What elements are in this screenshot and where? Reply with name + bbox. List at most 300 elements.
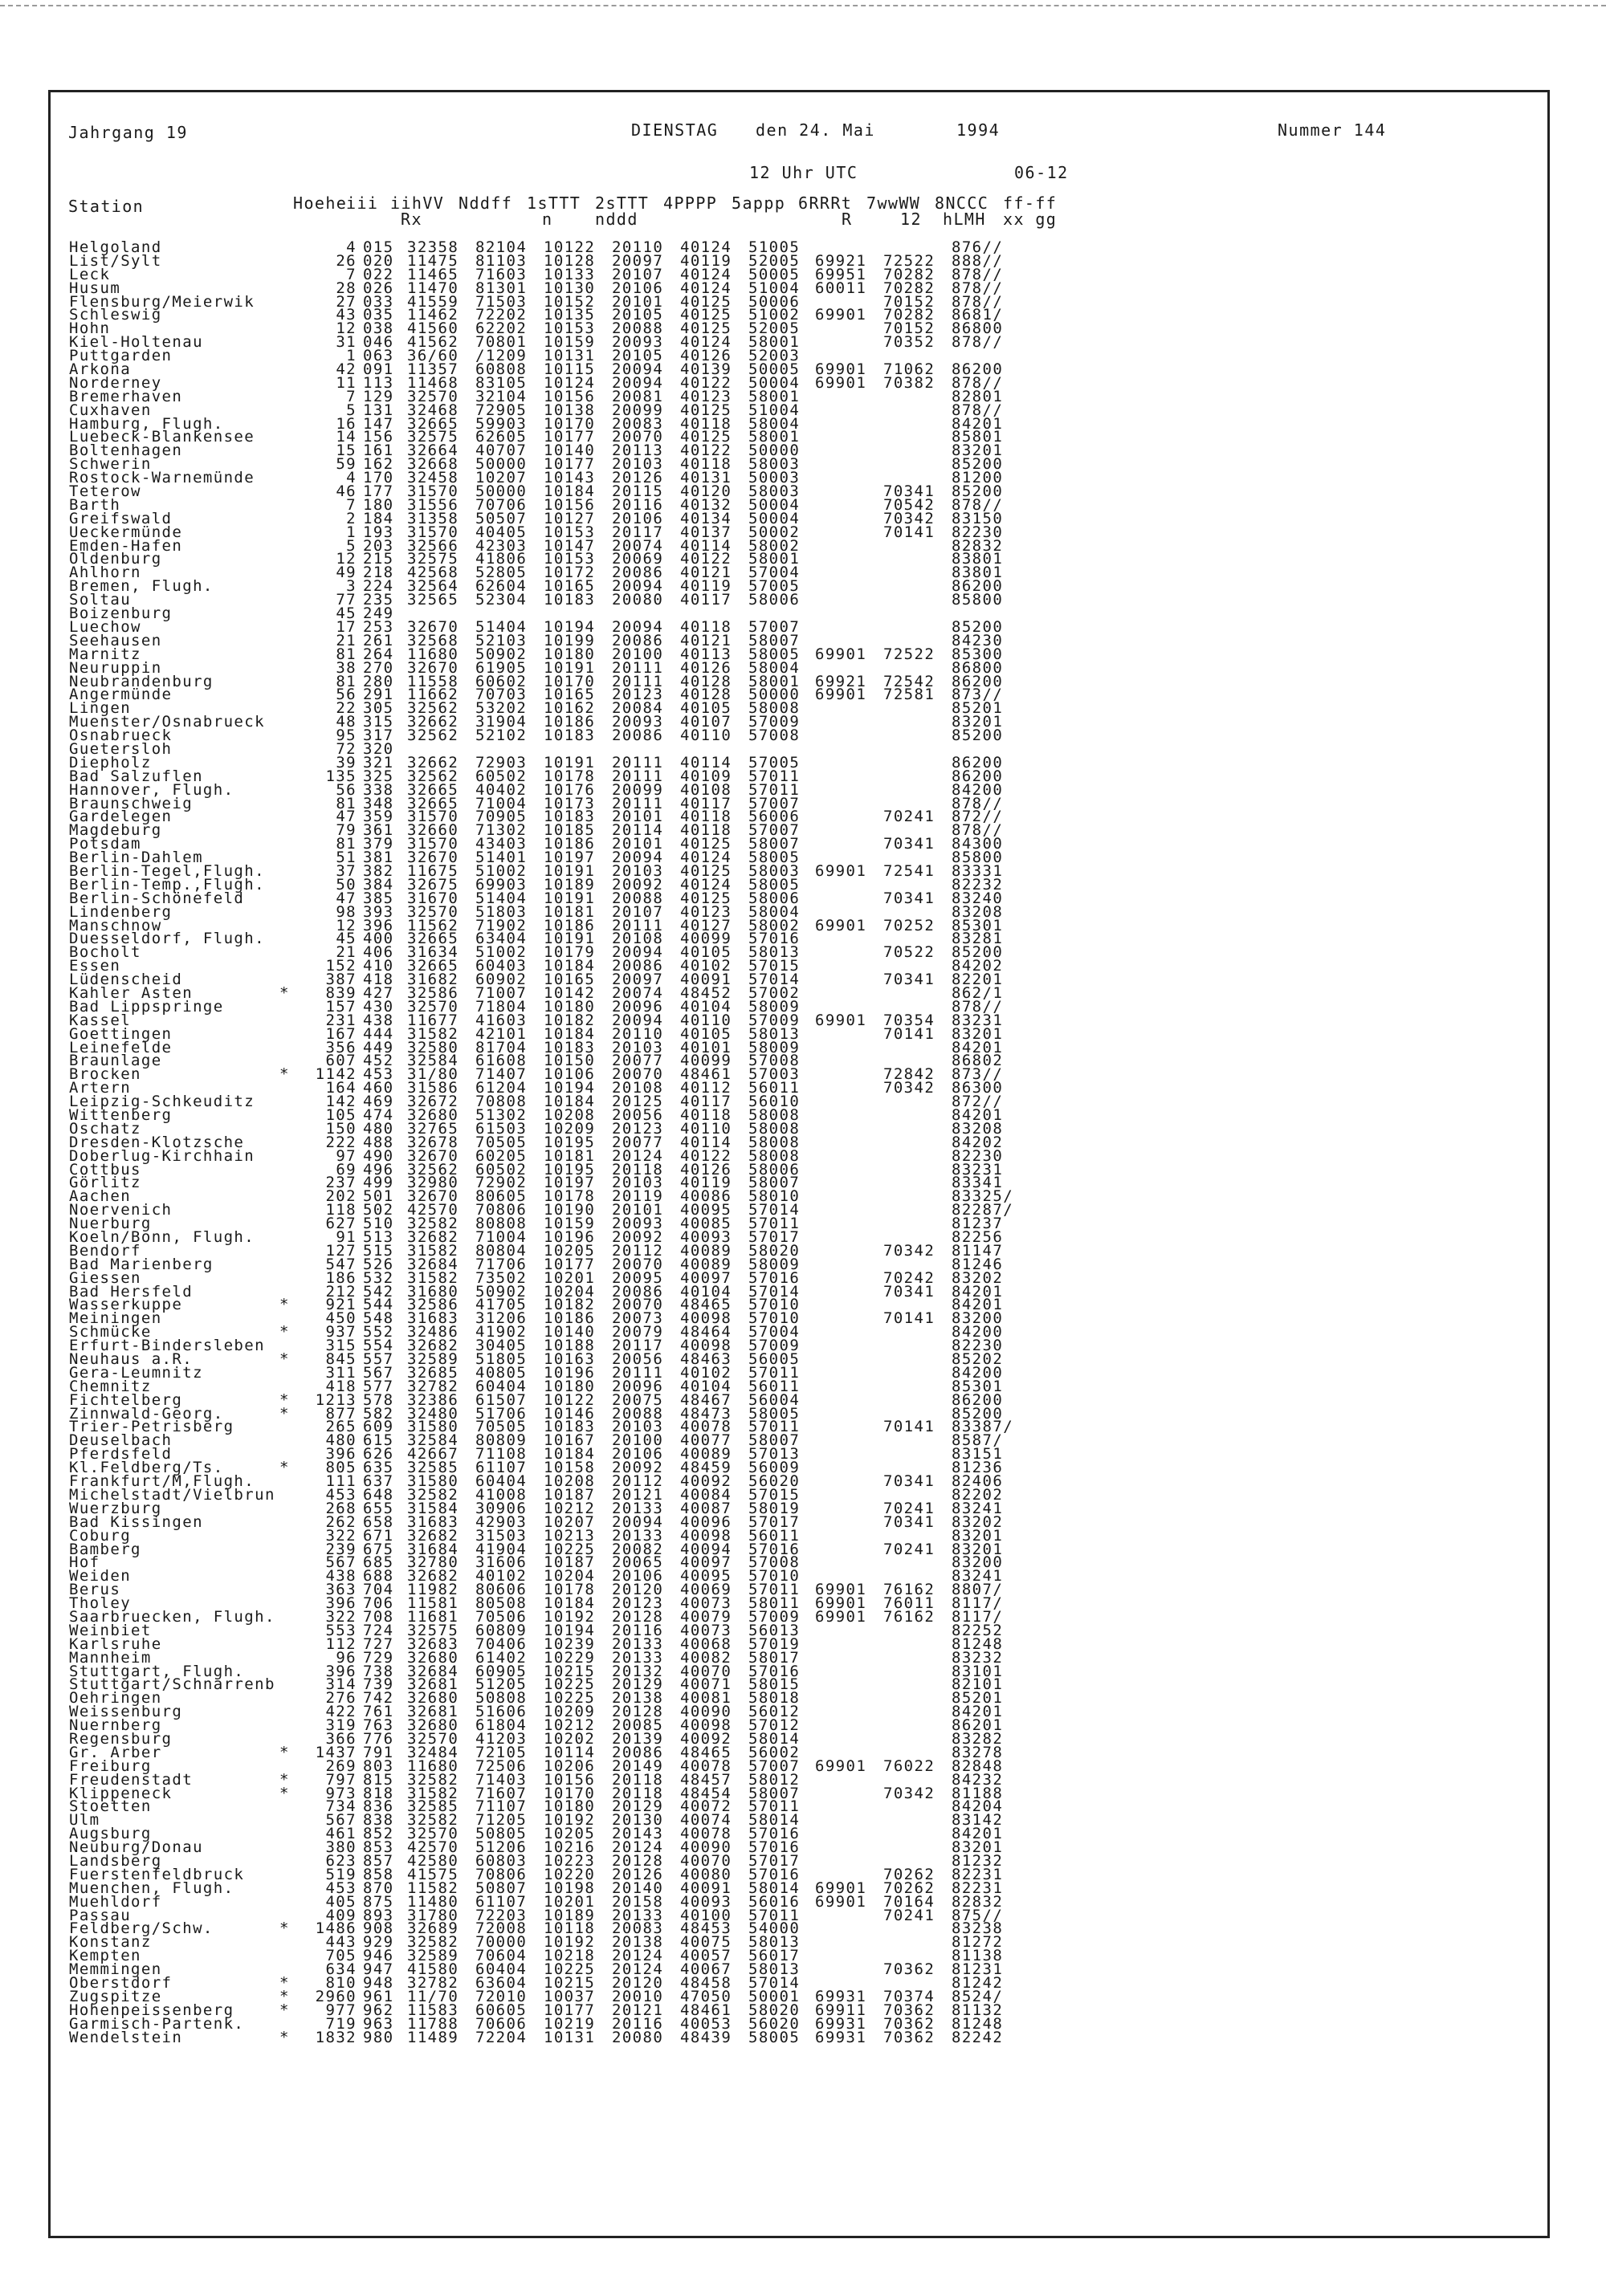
station-height: 81 [336, 835, 357, 853]
group-7wwww: 70341 [883, 1472, 935, 1491]
station-name: Wittenberg [69, 1106, 173, 1124]
group-7wwww: 70241 [883, 1906, 935, 1924]
group-nddff: 60404 [475, 1960, 528, 1979]
station-name: Weissenburg [69, 1703, 183, 1721]
station-id: 162 [363, 455, 394, 474]
group-5appp: 58019 [748, 1499, 801, 1517]
station-id: 020 [363, 251, 394, 270]
group-8nccc: 81242 [952, 1974, 1004, 1992]
group-nddff: 71007 [475, 983, 528, 1002]
group-iihvv: 31584 [407, 1499, 459, 1517]
group-8nccc: 86800 [952, 658, 1004, 677]
group-4pppp: 40100 [680, 1906, 732, 1924]
station-id: 763 [363, 1716, 394, 1735]
station-height: 45 [336, 605, 357, 623]
station-height: 26 [336, 251, 357, 270]
station-name: Oberstdorf [69, 1974, 173, 1992]
group-nddff: 40805 [475, 1363, 528, 1382]
station-id: 253 [363, 617, 394, 636]
group-2sttt: 20097 [612, 971, 664, 989]
group-iihvv: 31582 [407, 1784, 459, 1802]
group-4pppp: 40122 [680, 442, 732, 460]
group-nddff: 60502 [475, 1160, 528, 1179]
group-7wwww: 76011 [883, 1594, 935, 1613]
station-id: 396 [363, 916, 394, 934]
group-nddff: 41603 [475, 1011, 528, 1029]
group-7wwww: 70362 [883, 2014, 935, 2033]
station-id: 836 [363, 1797, 394, 1816]
group-4pppp: 40126 [680, 1160, 732, 1179]
group-8nccc: 84201 [952, 414, 1004, 433]
group-5appp: 58009 [748, 997, 801, 1016]
group-1sttt: 10177 [544, 2001, 596, 2019]
group-5appp: 50000 [748, 686, 801, 704]
group-2sttt: 20085 [612, 1716, 664, 1735]
station-name: Ueckermünde [69, 523, 183, 541]
mountain-marker: * [279, 1459, 290, 1477]
group-7wwww: 70342 [883, 1241, 935, 1260]
station-id: 675 [363, 1540, 394, 1558]
group-iihvv: 32584 [407, 1052, 459, 1070]
group-5appp: 57016 [748, 1825, 801, 1843]
station-name: Fuerstenfeldbruck [69, 1865, 245, 1883]
group-6rrrt: 69931 [815, 2028, 867, 2046]
group-iihvv: 31570 [407, 835, 459, 853]
station-id: 685 [363, 1553, 394, 1572]
group-1sttt: 10156 [544, 495, 596, 514]
group-5appp: 57010 [748, 1567, 801, 1586]
station-height: 14 [336, 428, 357, 446]
station-height: 453 [325, 1879, 357, 1897]
group-1sttt: 10215 [544, 1974, 596, 1992]
station-height: 719 [325, 2014, 357, 2033]
group-5appp: 57016 [748, 930, 801, 948]
station-name: Bad Marienberg [69, 1255, 214, 1273]
group-4pppp: 40093 [680, 1228, 732, 1247]
group-nddff: 61204 [475, 1079, 528, 1097]
group-8nccc: 83282 [952, 1729, 1004, 1748]
group-2sttt: 20111 [612, 767, 664, 785]
group-iihvv: 42570 [407, 1838, 459, 1857]
group-iihvv: 42667 [407, 1445, 459, 1463]
group-nddff: 51302 [475, 1106, 528, 1124]
group-8nccc: 84202 [952, 957, 1004, 975]
group-4pppp: 40117 [680, 1093, 732, 1111]
group-4pppp: 40098 [680, 1526, 732, 1545]
station-height: 12 [336, 320, 357, 338]
group-2sttt: 20094 [612, 360, 664, 379]
group-2sttt: 20095 [612, 1268, 664, 1287]
group-8nccc: 84300 [952, 835, 1004, 853]
group-nddff: 61804 [475, 1716, 528, 1735]
group-6rrrt: 60011 [815, 279, 867, 297]
station-height: 72 [336, 739, 357, 758]
group-1sttt: 10127 [544, 509, 596, 527]
group-2sttt: 20117 [612, 523, 664, 541]
group-4pppp: 40068 [680, 1634, 732, 1653]
group-4pppp: 48465 [680, 1743, 732, 1761]
group-8nccc: 878// [952, 401, 1004, 419]
group-iihvv: 11982 [407, 1581, 459, 1599]
station-name: Berus [69, 1581, 121, 1599]
group-iihvv: 32585 [407, 1459, 459, 1477]
station-height: 356 [325, 1038, 357, 1056]
group-8nccc: 83101 [952, 1662, 1004, 1680]
station-name: Kiel-Holtenau [69, 333, 203, 352]
station-id: 215 [363, 550, 394, 568]
station-id: 875 [363, 1892, 394, 1911]
station-name: Noervenich [69, 1201, 173, 1219]
station-id: 264 [363, 645, 394, 663]
station-id: 557 [363, 1350, 394, 1369]
group-nddff: 60902 [475, 971, 528, 989]
group-1sttt: 10170 [544, 1784, 596, 1802]
group-5appp: 58005 [748, 1404, 801, 1423]
station-height: 46 [336, 482, 357, 501]
group-iihvv: 32665 [407, 414, 459, 433]
station-height: 231 [325, 1011, 357, 1029]
group-4pppp: 47050 [680, 1987, 732, 2005]
group-7wwww: 70341 [883, 1282, 935, 1301]
group-8nccc: 86201 [952, 1716, 1004, 1735]
station-id: 510 [363, 1215, 394, 1233]
station-id: 552 [363, 1323, 394, 1341]
group-4pppp: 40118 [680, 455, 732, 474]
station-id: 648 [363, 1485, 394, 1504]
group-nddff: 70706 [475, 495, 528, 514]
group-5appp: 57014 [748, 1201, 801, 1219]
station-height: 152 [325, 957, 357, 975]
group-4pppp: 40124 [680, 333, 732, 352]
group-4pppp: 40069 [680, 1581, 732, 1599]
group-4pppp: 40078 [680, 1418, 732, 1436]
group-8nccc: 81248 [952, 2014, 1004, 2033]
group-2sttt: 20083 [612, 414, 664, 433]
group-5appp: 58006 [748, 889, 801, 907]
group-nddff: 71004 [475, 794, 528, 812]
group-4pppp: 40122 [680, 550, 732, 568]
group-iihvv: 11475 [407, 251, 459, 270]
group-2sttt: 20120 [612, 1974, 664, 1992]
group-1sttt: 10219 [544, 2014, 596, 2033]
group-1sttt: 10178 [544, 1187, 596, 1206]
group-7wwww: 76162 [883, 1607, 935, 1626]
group-iihvv: 32358 [407, 238, 459, 256]
group-4pppp: 40109 [680, 767, 732, 785]
group-iihvv: 32582 [407, 1933, 459, 1952]
group-4pppp: 40139 [680, 360, 732, 379]
group-nddff: 61107 [475, 1892, 528, 1911]
station-name: Leinefelde [69, 1038, 173, 1056]
group-4pppp: 40105 [680, 943, 732, 962]
group-1sttt: 10182 [544, 1296, 596, 1314]
station-id: 381 [363, 849, 394, 867]
station-height: 973 [325, 1784, 357, 1802]
station-height: 69 [336, 1160, 357, 1179]
group-2sttt: 20128 [612, 1607, 664, 1626]
group-2sttt: 20073 [612, 1309, 664, 1328]
group-8nccc: 83151 [952, 1445, 1004, 1463]
station-name: Osnabrueck [69, 727, 173, 745]
group-1sttt: 10220 [544, 1865, 596, 1883]
station-height: 47 [336, 808, 357, 826]
group-8nccc: 85300 [952, 645, 1004, 663]
group-5appp: 57019 [748, 1634, 801, 1653]
group-1sttt: 10122 [544, 1390, 596, 1409]
station-height: 59 [336, 455, 357, 474]
station-id: 280 [363, 672, 394, 690]
group-4pppp: 40099 [680, 930, 732, 948]
station-name: Potsdam [69, 835, 141, 853]
station-name: Ulm [69, 1811, 100, 1830]
station-name: Berlin-Temp.,Flugh. [69, 875, 265, 894]
group-iihvv: 32575 [407, 1621, 459, 1639]
group-5appp: 56013 [748, 1621, 801, 1639]
top-dashed-rule [0, 5, 1606, 6]
group-7wwww: 72522 [883, 251, 935, 270]
group-5appp: 54000 [748, 1919, 801, 1938]
utc-label: 12 Uhr UTC [749, 163, 858, 182]
station-height: 380 [325, 1838, 357, 1857]
group-5appp: 58008 [748, 1133, 801, 1151]
station-height: 167 [325, 1024, 357, 1043]
station-id: 609 [363, 1418, 394, 1436]
group-nddff: 70801 [475, 333, 528, 352]
group-8nccc: 84200 [952, 780, 1004, 799]
station-height: 142 [325, 1093, 357, 1111]
group-5appp: 57016 [748, 1865, 801, 1883]
group-5appp: 57009 [748, 1011, 801, 1029]
station-height: 5 [346, 401, 357, 419]
group-8nccc: 83231 [952, 1160, 1004, 1179]
group-8nccc: 84230 [952, 631, 1004, 649]
group-5appp: 58001 [748, 387, 801, 405]
group-8nccc: 81231 [952, 1960, 1004, 1979]
group-4pppp: 40094 [680, 1540, 732, 1558]
year-label: 1994 [956, 120, 1001, 140]
group-nddff: 60809 [475, 1621, 528, 1639]
group-8nccc: 82230 [952, 1146, 1004, 1165]
group-iihvv: 32675 [407, 875, 459, 894]
group-1sttt: 10209 [544, 1119, 596, 1138]
group-iihvv: 41560 [407, 320, 459, 338]
group-iihvv: 31670 [407, 889, 459, 907]
group-5appp: 58009 [748, 1255, 801, 1273]
station-name: Boltenhagen [69, 442, 183, 460]
group-2sttt: 20088 [612, 320, 664, 338]
group-2sttt: 20099 [612, 780, 664, 799]
group-4pppp: 40074 [680, 1811, 732, 1830]
group-2sttt: 20111 [612, 1363, 664, 1382]
group-nddff: /1209 [475, 347, 528, 365]
station-height: 422 [325, 1703, 357, 1721]
group-iihvv: 42580 [407, 1851, 459, 1870]
group-1sttt: 10176 [544, 780, 596, 799]
group-8nccc: 85801 [952, 428, 1004, 446]
group-5appp: 52005 [748, 320, 801, 338]
station-name: Feldberg/Schw. [69, 1919, 214, 1938]
group-2sttt: 20086 [612, 631, 664, 649]
station-id: 803 [363, 1757, 394, 1775]
group-2sttt: 20129 [612, 1797, 664, 1816]
group-iihvv: 11675 [407, 861, 459, 880]
station-name: Trier-Petrisberg [69, 1418, 234, 1436]
group-4pppp: 40073 [680, 1594, 732, 1613]
group-2sttt: 20092 [612, 1459, 664, 1477]
group-1sttt: 10124 [544, 373, 596, 392]
group-5appp: 58014 [748, 1811, 801, 1830]
station-id: 438 [363, 1011, 394, 1029]
group-8nccc: 82832 [952, 1892, 1004, 1911]
group-2sttt: 20112 [612, 1472, 664, 1491]
group-1sttt: 10184 [544, 1093, 596, 1111]
station-name: Bad Salzuflen [69, 767, 203, 785]
group-iihvv: 32680 [407, 1689, 459, 1708]
group-iihvv: 11788 [407, 2014, 459, 2033]
group-8nccc: 82101 [952, 1675, 1004, 1694]
station-height: 2 [346, 509, 357, 527]
group-5appp: 57005 [748, 753, 801, 771]
station-height: 396 [325, 1594, 357, 1613]
group-4pppp: 40057 [680, 1947, 732, 1965]
group-1sttt: 10156 [544, 1770, 596, 1789]
group-nddff: 51205 [475, 1675, 528, 1694]
group-1sttt: 10194 [544, 1621, 596, 1639]
group-5appp: 56010 [748, 1093, 801, 1111]
group-iihvv: 32468 [407, 401, 459, 419]
group-2sttt: 20138 [612, 1933, 664, 1952]
station-id: 460 [363, 1079, 394, 1097]
group-5appp: 51004 [748, 401, 801, 419]
group-2sttt: 20100 [612, 645, 664, 663]
group-iihvv: 32586 [407, 1296, 459, 1314]
group-5appp: 56011 [748, 1079, 801, 1097]
group-4pppp: 48461 [680, 1065, 732, 1084]
group-nddff: 41904 [475, 1540, 528, 1558]
group-iihvv: 32689 [407, 1919, 459, 1938]
group-2sttt: 20133 [612, 1499, 664, 1517]
group-6rrrt: 69901 [815, 1581, 867, 1599]
group-5appp: 58001 [748, 672, 801, 690]
group-iihvv: 32681 [407, 1703, 459, 1721]
group-2sttt: 20112 [612, 1241, 664, 1260]
station-id: 161 [363, 442, 394, 460]
station-height: 202 [325, 1187, 357, 1206]
group-iihvv: 32568 [407, 631, 459, 649]
group-2sttt: 20124 [612, 1146, 664, 1165]
station-height: 268 [325, 1499, 357, 1517]
group-4pppp: 48452 [680, 983, 732, 1002]
station-height: 27 [336, 292, 357, 311]
group-2sttt: 20128 [612, 1703, 664, 1721]
group-1sttt: 10170 [544, 414, 596, 433]
station-name: Oldenburg [69, 550, 162, 568]
group-4pppp: 40119 [680, 1174, 732, 1192]
group-5appp: 58009 [748, 1038, 801, 1056]
group-8nccc: 878// [952, 265, 1004, 283]
group-8nccc: 83325/ [952, 1187, 1014, 1206]
group-1sttt: 10184 [544, 1445, 596, 1463]
group-nddff: 80804 [475, 1241, 528, 1260]
group-7wwww: 70152 [883, 292, 935, 311]
group-iihvv: 11558 [407, 672, 459, 690]
group-2sttt: 20093 [612, 333, 664, 352]
group-1sttt: 10106 [544, 1065, 596, 1084]
group-nddff: 62605 [475, 428, 528, 446]
group-iihvv: 32562 [407, 699, 459, 718]
station-id: 929 [363, 1933, 394, 1952]
group-4pppp: 40089 [680, 1445, 732, 1463]
group-8nccc: 83241 [952, 1499, 1004, 1517]
station-height: 921 [325, 1296, 357, 1314]
station-height: 239 [325, 1540, 357, 1558]
group-nddff: 50902 [475, 645, 528, 663]
group-4pppp: 40128 [680, 686, 732, 704]
station-height: 705 [325, 1947, 357, 1965]
station-height: 50 [336, 875, 357, 894]
station-name: Arkona [69, 360, 132, 379]
station-id: 406 [363, 943, 394, 962]
group-5appp: 58013 [748, 1960, 801, 1979]
group-5appp: 58006 [748, 591, 801, 609]
station-height: 443 [325, 1933, 357, 1952]
group-2sttt: 20118 [612, 1160, 664, 1179]
station-name: Nuerburg [69, 1215, 152, 1233]
group-nddff: 63404 [475, 930, 528, 948]
station-id: 320 [363, 739, 394, 758]
group-nddff: 40405 [475, 523, 528, 541]
station-id: 156 [363, 428, 394, 446]
group-2sttt: 20139 [612, 1729, 664, 1748]
group-nddff: 70808 [475, 1093, 528, 1111]
group-nddff: 71902 [475, 916, 528, 934]
group-1sttt: 10225 [544, 1675, 596, 1694]
group-iihvv: 31680 [407, 1282, 459, 1301]
group-2sttt: 20079 [612, 1323, 664, 1341]
group-2sttt: 20138 [612, 1689, 664, 1708]
group-7wwww: 70262 [883, 1865, 935, 1883]
station-name: Flensburg/Meierwik [69, 292, 255, 311]
station-id: 325 [363, 767, 394, 785]
station-name: Lüdenscheid [69, 971, 183, 989]
group-6rrrt: 69931 [815, 1987, 867, 2005]
station-name: Marnitz [69, 645, 141, 663]
group-1sttt: 10184 [544, 1594, 596, 1613]
group-1sttt: 10199 [544, 631, 596, 649]
group-iihvv: 32582 [407, 1811, 459, 1830]
group-7wwww: 72542 [883, 672, 935, 690]
station-id: 193 [363, 523, 394, 541]
group-5appp: 52003 [748, 347, 801, 365]
group-4pppp: 40102 [680, 957, 732, 975]
group-4pppp: 40126 [680, 347, 732, 365]
station-height: 7 [346, 265, 357, 283]
group-2sttt: 20100 [612, 1431, 664, 1450]
group-2sttt: 20080 [612, 591, 664, 609]
group-5appp: 57014 [748, 1282, 801, 1301]
group-iihvv: 11582 [407, 1879, 459, 1897]
group-8nccc: 873// [952, 1065, 1004, 1084]
group-nddff: 73502 [475, 1268, 528, 1287]
station-name: Diepholz [69, 753, 152, 771]
station-name: Husum [69, 279, 121, 297]
group-iihvv: 11/70 [407, 1987, 459, 2005]
group-2sttt: 20101 [612, 835, 664, 853]
station-id: 038 [363, 320, 394, 338]
group-4pppp: 40095 [680, 1201, 732, 1219]
group-nddff: 70406 [475, 1634, 528, 1653]
group-2sttt: 20106 [612, 279, 664, 297]
